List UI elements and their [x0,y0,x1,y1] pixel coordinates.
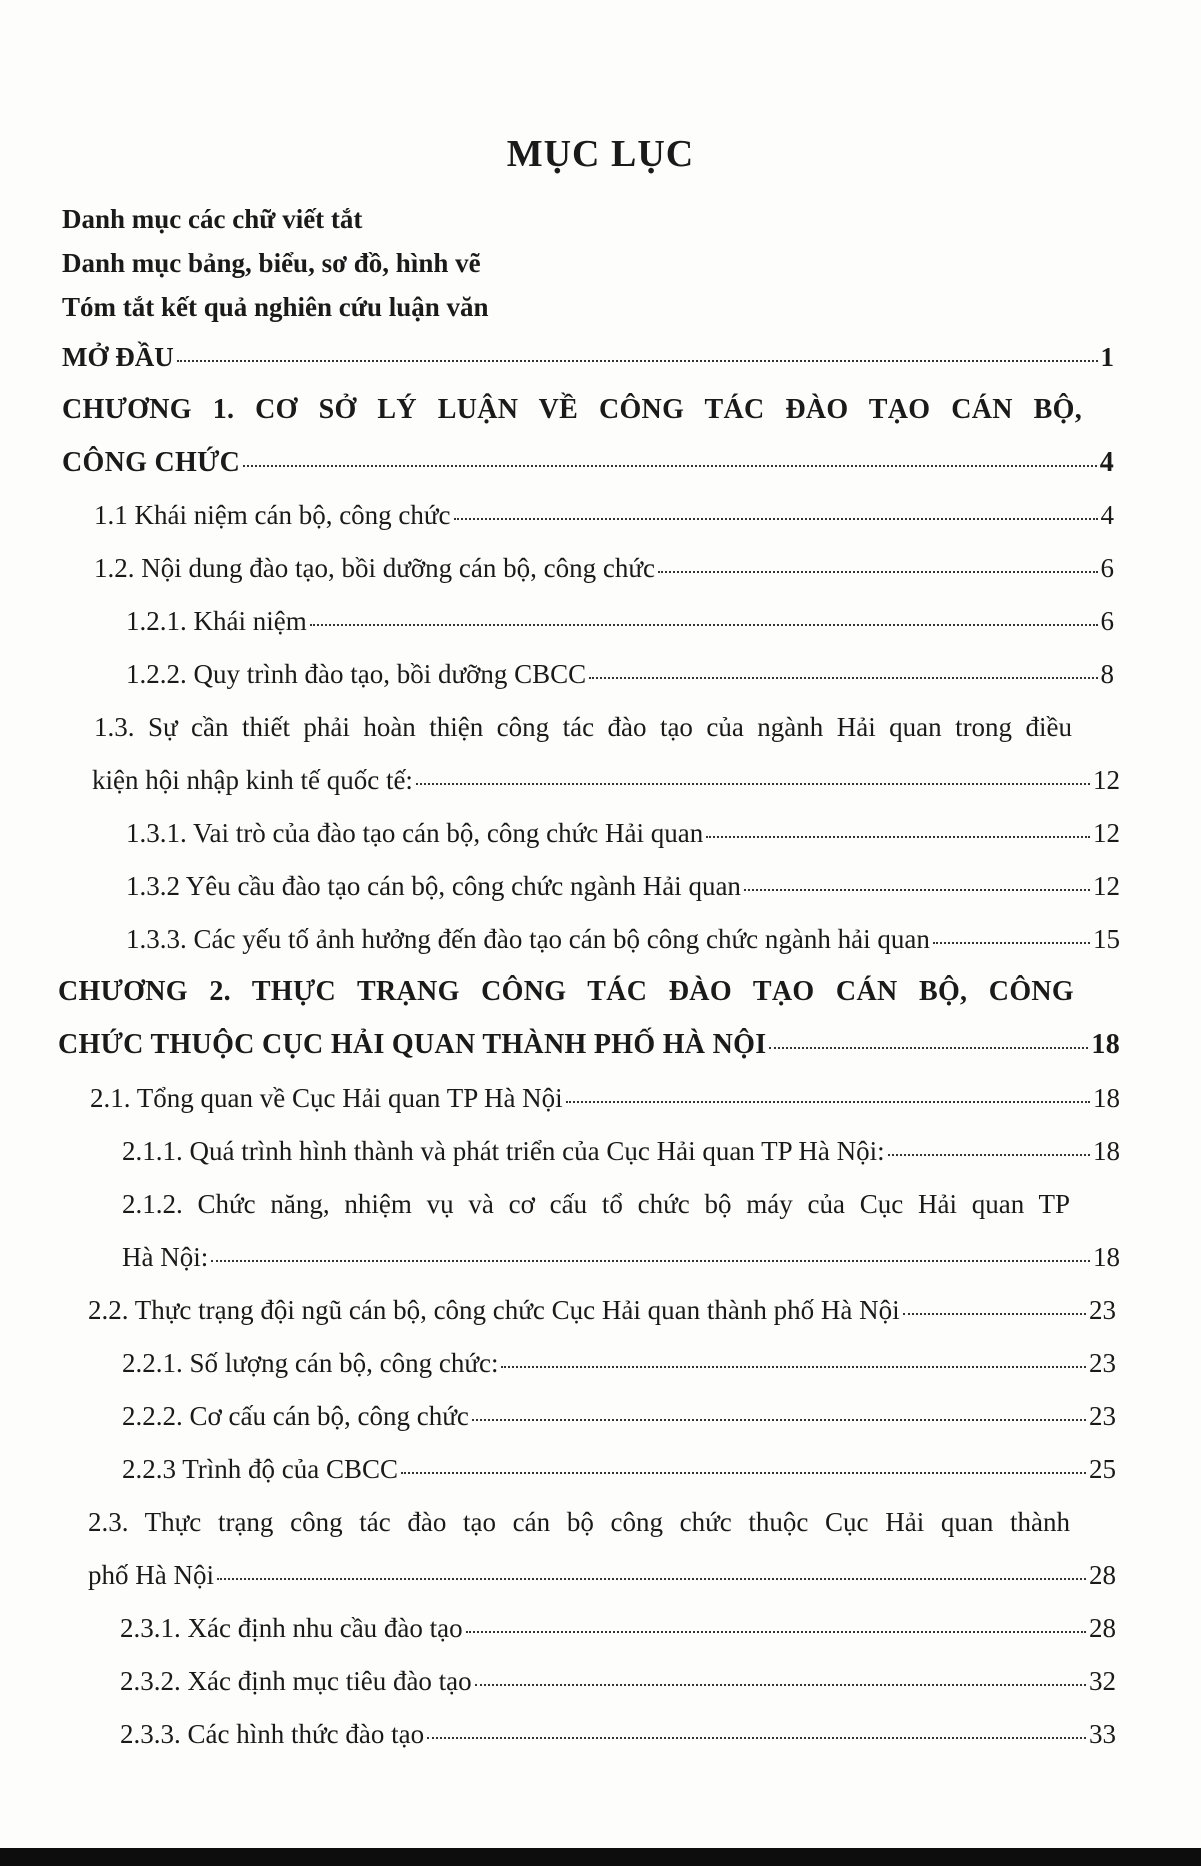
dot-leader [589,677,1097,679]
toc-entry-1-1 [94,498,1114,532]
page-number: 1 [1100,342,1114,372]
toc-entry-text: CHỨC THUỘC CỤC HẢI QUAN THÀNH PHỐ HÀ NỘI [58,1029,767,1060]
page-number: 4 [1099,447,1114,478]
toc-entry-text: Hà Nội: [122,1242,209,1272]
toc-entry-text: 2.3. Thực trạng công tác đào tạo cán bộ công chức thuộc Cục Hải quan thành [88,1507,1070,1537]
page-number: 18 [1091,1029,1120,1060]
page-number: 12 [1093,818,1120,848]
dot-leader [427,1737,1086,1739]
toc-entry-text: CHƯƠNG 1. CƠ SỞ LÝ LUẬN VỀ CÔNG TÁC ĐÀO TẠO CÁN BỘ, [62,394,1082,425]
page-number: 32 [1089,1666,1116,1696]
toc-chapter-1-title-line2 [62,446,1114,480]
page-number: 6 [1100,553,1114,583]
page-number: 12 [1093,765,1120,795]
toc-entry-2-3-2 [120,1664,1116,1698]
dot-leader [475,1684,1086,1686]
dot-leader [566,1101,1090,1103]
toc-entry-1-3-line2 [92,763,1120,797]
page-number: 18 [1093,1083,1120,1113]
toc-entry-text: 2.3.1. Xác định nhu cầu đào tạo [120,1613,463,1643]
page-number: 28 [1089,1613,1116,1643]
toc-entry-2-2-3 [122,1452,1116,1486]
toc-entry-text: 2.2.2. Cơ cấu cán bộ, công chức [122,1401,469,1431]
dot-leader [466,1631,1086,1633]
toc-entry-1-2 [94,551,1114,585]
toc-entry-text: 1.2.1. Khái niệm [126,606,307,636]
dot-leader [769,1047,1088,1049]
toc-front-matter-abbreviations [62,202,1112,236]
toc-entry-text: 1.3. Sự cần thiết phải hoàn thiện công tác đào tạo của ngành Hải quan trong điều [94,712,1072,742]
page-number: 6 [1100,606,1114,636]
toc-entry-2-3-line1 [88,1505,1070,1539]
toc-entry-text: 2.1.2. Chức năng, nhiệm vụ và cơ cấu tổ chức bộ máy của Cục Hải quan TP [122,1189,1070,1219]
dot-leader [454,518,1098,520]
dot-leader [401,1472,1086,1474]
page-title: MỤC LỤC [506,133,695,175]
dot-leader [903,1313,1086,1315]
toc-entry-text: CÔNG CHỨC [62,447,241,478]
toc-entry-text: 2.1.1. Quá trình hình thành và phát triển của Cục Hải quan TP Hà Nội: [122,1136,885,1166]
toc-entry-1-3-2 [126,869,1120,903]
dot-leader [888,1154,1090,1156]
toc-entry-text: MỞ ĐẦU [62,342,174,372]
page-number: 23 [1089,1401,1116,1431]
page-number: 18 [1093,1242,1120,1272]
toc-entry-1-3-3 [126,922,1120,956]
page-number: 33 [1089,1719,1116,1749]
toc-entry-text: 1.3.3. Các yếu tố ảnh hưởng đến đào tạo cán bộ công chức ngành hải quan [126,924,930,954]
page-number: 25 [1089,1454,1116,1484]
toc-entry-2-2 [88,1293,1116,1327]
dot-leader [310,624,1098,626]
toc-entry-2-2-1 [122,1346,1116,1380]
toc-chapter-2-title-line1 [58,975,1074,1009]
toc-entry-text: phố Hà Nội [88,1560,214,1590]
dot-leader [658,571,1098,573]
dot-leader [501,1366,1086,1368]
page-number: 15 [1093,924,1120,954]
toc-entry-text: 1.1 Khái niệm cán bộ, công chức [94,500,451,530]
toc-entry-2-3-line2 [88,1558,1116,1592]
toc-entry-text: 2.3.2. Xác định mục tiêu đào tạo [120,1666,472,1696]
toc-entry-text: Danh mục các chữ viết tắt [62,204,363,234]
toc-entry-text: 2.1. Tổng quan về Cục Hải quan TP Hà Nội [90,1083,563,1113]
toc-entry-1-2-2 [126,657,1114,691]
toc-entry-introduction [62,340,1114,374]
toc-entry-text: Tóm tắt kết quả nghiên cứu luận văn [62,292,489,322]
toc-chapter-2-title-line2 [58,1028,1120,1062]
toc-entry-2-1-1 [122,1134,1120,1168]
dot-leader [416,783,1090,785]
toc-entry-1-3-1 [126,816,1120,850]
dot-leader [217,1578,1086,1580]
dot-leader [177,360,1098,362]
page-number: 12 [1093,871,1120,901]
dot-leader [211,1260,1090,1262]
toc-entry-text: Danh mục bảng, biểu, sơ đồ, hình vẽ [62,248,481,278]
toc-entry-1-3-line1 [94,710,1072,744]
dot-leader [933,942,1090,944]
toc-entry-2-3-1 [120,1611,1116,1645]
toc-entry-2-1-2-line1 [122,1187,1070,1221]
page-number: 23 [1089,1295,1116,1325]
toc-entry-text: kiện hội nhập kinh tế quốc tế: [92,765,413,795]
page-number: 18 [1093,1136,1120,1166]
toc-entry-text: 1.3.2 Yêu cầu đào tạo cán bộ, công chức ngành Hải quan [126,871,741,901]
toc-entry-2-3-3 [120,1717,1116,1751]
toc-entry-text: 2.2.3 Trình độ của CBCC [122,1454,399,1484]
page-number: 23 [1089,1348,1116,1378]
toc-chapter-1-title-line1 [62,393,1082,427]
dot-leader [744,889,1090,891]
scan-edge-band [0,1848,1201,1866]
toc-entry-text: 1.2.2. Quy trình đào tạo, bồi dưỡng CBCC [126,659,587,689]
dot-leader [472,1419,1086,1421]
toc-entry-text: 2.3.3. Các hình thức đào tạo [120,1719,425,1749]
toc-front-matter-summary [62,290,1112,324]
dot-leader [706,836,1090,838]
toc-entry-text: 2.2.1. Số lượng cán bộ, công chức: [122,1348,499,1378]
toc-entry-text: CHƯƠNG 2. THỰC TRẠNG CÔNG TÁC ĐÀO TẠO CÁN BỘ, CÔNG [58,976,1074,1007]
toc-entry-1-2-1 [126,604,1114,638]
page-number: 4 [1100,500,1114,530]
toc-entry-2-2-2 [122,1399,1116,1433]
toc-entry-2-1-2-line2 [122,1240,1120,1274]
toc-entry-text: 2.2. Thực trạng đội ngũ cán bộ, công chức Cục Hải quan thành phố Hà Nội [88,1295,900,1325]
toc-entry-text: 1.2. Nội dung đào tạo, bồi dưỡng cán bộ, công chức [94,553,655,583]
page-number: 28 [1089,1560,1116,1590]
toc-entry-2-1 [90,1081,1120,1115]
toc-front-matter-tables [62,246,1112,280]
toc-entry-text: 1.3.1. Vai trò của đào tạo cán bộ, công chức Hải quan [126,818,704,848]
page-number: 8 [1100,659,1114,689]
dot-leader [243,465,1096,467]
